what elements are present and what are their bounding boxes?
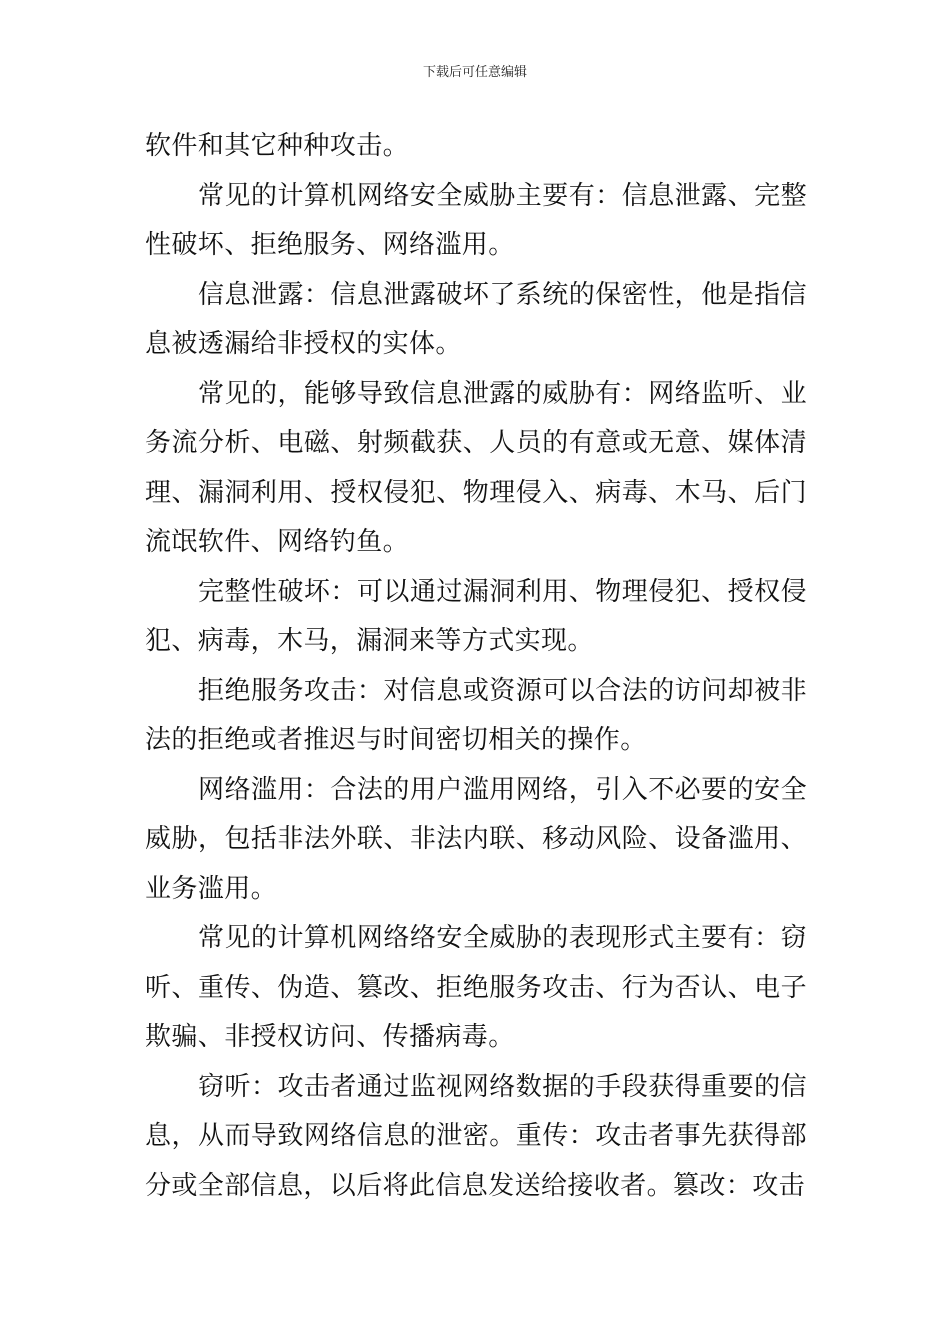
paragraph: 常见的，能够导致信息泄露的威胁有：网络监听、业务流分析、电磁、射频截获、人员的有意或无意、媒体清理、漏洞利用、授权侵犯、物理侵入、病毒、木马、后门流氓软件、网络钓鱼。: [145, 378, 807, 557]
paragraph: 常见的计算机网络络安全威胁的表现形式主要有：窃听、重传、伪造、篡改、拒绝服务攻击、行为否认、电子欺骗、非授权访问、传播病毒。: [145, 923, 807, 1052]
paragraph: 拒绝服务攻击：对信息或资源可以合法的访问却被非法的拒绝或者推迟与时间密切相关的操作。: [145, 675, 807, 755]
paragraph: 完整性破坏：可以通过漏洞利用、物理侵犯、授权侵犯、病毒，木马，漏洞来等方式实现。: [145, 576, 807, 656]
document-body: [145, 122, 807, 1211]
paragraph: 网络滥用：合法的用户滥用网络，引入不必要的安全威胁，包括非法外联、非法内联、移动风险、设备滥用、业务滥用。: [145, 774, 807, 904]
paragraph: 常见的计算机网络安全威胁主要有：信息泄露、完整性破坏、拒绝服务、网络滥用。: [145, 180, 807, 260]
paragraph: 软件和其它种种攻击。: [145, 131, 410, 161]
page-header: 下载后可任意编辑: [422, 65, 527, 80]
paragraph: 窃听：攻击者通过监视网络数据的手段获得重要的信息，从而导致网络信息的泄密。重传：攻击者事先获得部分或全部信息，以后将此信息发送给接收者。篡改：攻击: [145, 1071, 807, 1201]
paragraph: 信息泄露：信息泄露破坏了系统的保密性，他是指信息被透漏给非授权的实体。: [145, 279, 807, 359]
